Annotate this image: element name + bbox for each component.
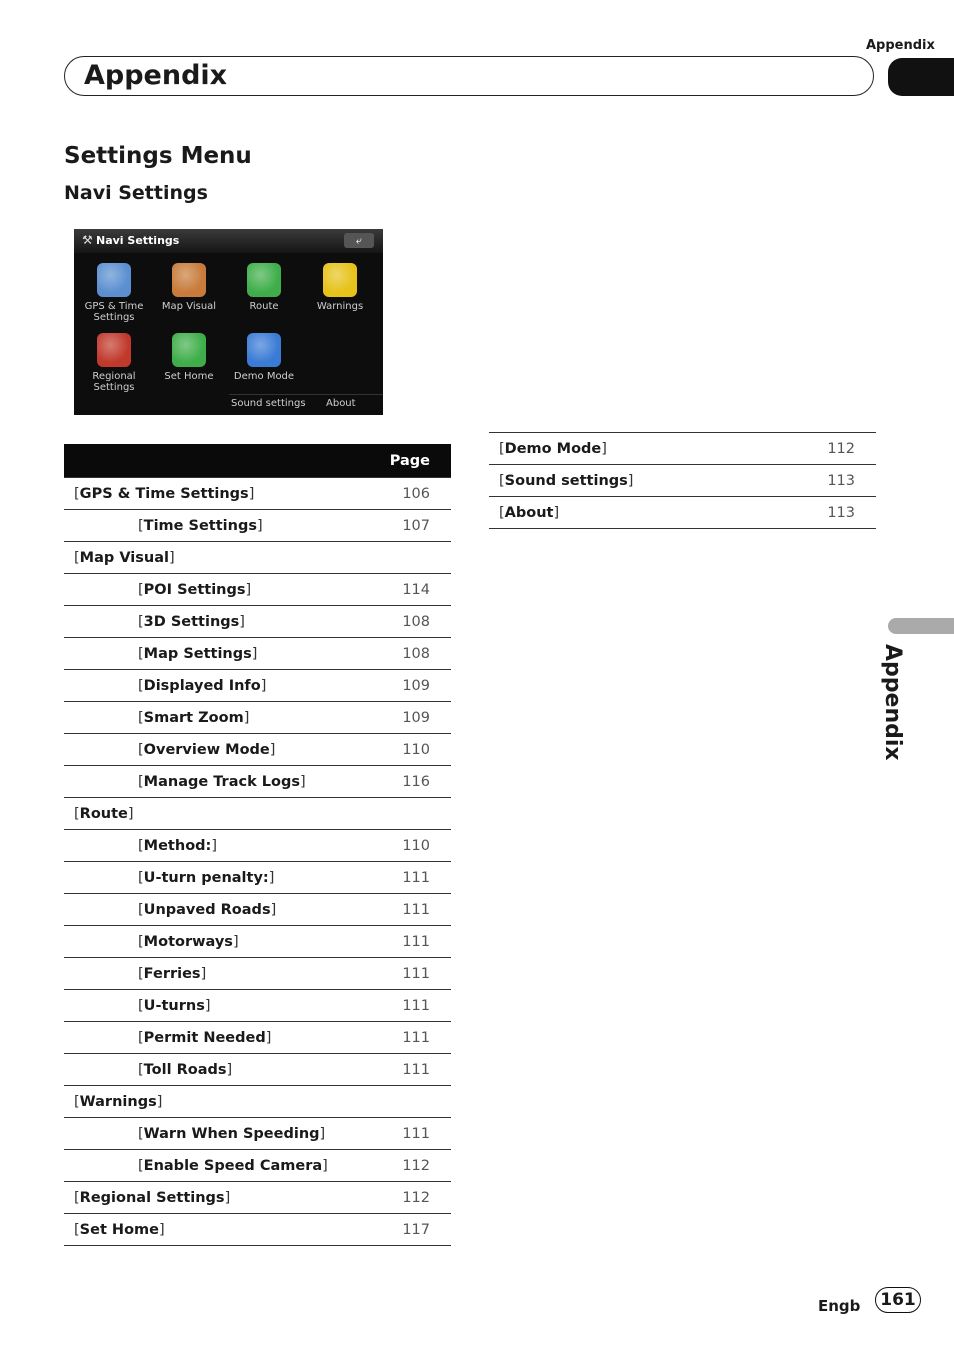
setting-name: Method:	[143, 837, 212, 854]
setting-name: Map Settings	[143, 645, 252, 662]
setting-name: Displayed Info	[143, 677, 261, 694]
bracket-open: [	[138, 1029, 144, 1046]
page-ref: 111	[360, 1118, 451, 1150]
table-header-row	[64, 444, 451, 478]
setting-name: Warnings	[79, 1093, 157, 1110]
section-heading: Settings Menu	[64, 143, 252, 169]
screen-menu-icon	[97, 333, 131, 367]
bracket-open: [	[499, 504, 505, 521]
table-header-label	[64, 444, 360, 478]
bracket-close: ]	[168, 549, 175, 566]
screen-menu-label: Set Home	[164, 371, 214, 382]
setting-name: U-turn penalty:	[143, 869, 269, 886]
page-ref: 111	[360, 990, 451, 1022]
bracket-open: [	[499, 472, 505, 489]
page-number: 161	[875, 1287, 921, 1313]
bracket-close: ]	[248, 485, 255, 502]
chapter-tab-marker	[888, 58, 954, 96]
screen-menu-item	[302, 263, 378, 312]
section-label: Appendix	[866, 38, 935, 53]
table-row	[64, 606, 451, 638]
screen-menu-label: Demo Mode	[233, 371, 295, 382]
bracket-close: ]	[300, 773, 306, 790]
bracket-close: ]	[265, 1029, 272, 1046]
table-row	[64, 1054, 451, 1086]
page-ref: 112	[360, 1182, 451, 1214]
table-row	[64, 1150, 451, 1182]
screen-menu-icon	[247, 333, 281, 367]
setting-name: Overview Mode	[143, 741, 270, 758]
table-row	[64, 1086, 451, 1118]
screen-menu-item	[226, 333, 302, 382]
setting-name: Route	[79, 805, 128, 822]
page-ref: 108	[360, 638, 451, 670]
table-header-page: Page	[360, 444, 451, 478]
setting-name: Warn When Speeding	[143, 1125, 320, 1142]
setting-name: Smart Zoom	[143, 709, 244, 726]
bracket-close: ]	[601, 440, 607, 457]
bracket-open: [	[138, 613, 144, 630]
setting-name-cell	[64, 670, 360, 702]
bracket-open: [	[138, 741, 144, 758]
setting-name-cell	[64, 894, 360, 926]
page-ref: 111	[360, 926, 451, 958]
bracket-close: ]	[260, 677, 267, 694]
bracket-close: ]	[627, 472, 634, 489]
setting-name: 3D Settings	[143, 613, 240, 630]
settings-table-left	[64, 444, 451, 1246]
navi-settings-screenshot	[74, 229, 383, 415]
setting-name: POI Settings	[143, 581, 246, 598]
screen-menu-item	[151, 333, 227, 382]
setting-name: Motorways	[143, 933, 233, 950]
table-row	[64, 478, 451, 510]
setting-name-cell	[64, 574, 360, 606]
setting-name: Regional Settings	[79, 1189, 225, 1206]
setting-name-cell	[64, 1118, 360, 1150]
setting-name: GPS & Time Settings	[79, 485, 249, 502]
bracket-close: ]	[127, 805, 134, 822]
setting-name: Set Home	[79, 1221, 159, 1238]
page-ref	[360, 798, 451, 830]
setting-name: Permit Needed	[143, 1029, 266, 1046]
table-row	[64, 1022, 451, 1054]
table-row	[64, 958, 451, 990]
setting-name-cell	[64, 926, 360, 958]
setting-name: U-turns	[143, 997, 205, 1014]
page-ref: 109	[360, 702, 451, 734]
bracket-open: [	[138, 997, 144, 1014]
table-row	[64, 926, 451, 958]
bracket-open: [	[74, 485, 80, 502]
table-row	[64, 766, 451, 798]
bracket-open: [	[138, 517, 144, 534]
bracket-close: ]	[256, 517, 263, 534]
bracket-open: [	[138, 581, 144, 598]
bracket-open: [	[138, 965, 144, 982]
bracket-open: [	[138, 1125, 144, 1142]
page-ref: 106	[360, 478, 451, 510]
table-row	[64, 990, 451, 1022]
setting-name-cell	[64, 1054, 360, 1086]
setting-name-cell	[64, 958, 360, 990]
screen-menu-item	[76, 263, 152, 323]
screen-menu-icon	[97, 263, 131, 297]
screen-menu-icon	[323, 263, 357, 297]
bracket-close: ]	[158, 1221, 165, 1238]
screen-menu-label: Regional Settings	[92, 371, 136, 393]
page-ref: 117	[360, 1214, 451, 1246]
setting-name: Ferries	[143, 965, 201, 982]
table-row	[64, 894, 451, 926]
bracket-open: [	[138, 901, 144, 918]
bracket-close: ]	[553, 504, 560, 521]
bracket-close: ]	[239, 613, 245, 630]
screen-footer	[229, 394, 383, 416]
setting-name-cell	[64, 1214, 360, 1246]
setting-name: Manage Track Logs	[143, 773, 300, 790]
bracket-open: [	[138, 645, 144, 662]
setting-name: Sound settings	[504, 472, 628, 489]
setting-name-cell	[64, 510, 360, 542]
page-title: Appendix	[84, 60, 228, 91]
bracket-close: ]	[232, 933, 239, 950]
table-row	[64, 798, 451, 830]
setting-name-cell	[64, 1086, 360, 1118]
table-row	[64, 1214, 451, 1246]
language-code: Engb	[818, 1297, 861, 1315]
screen-menu-icon	[172, 333, 206, 367]
screen-menu-item	[151, 263, 227, 312]
page-ref: 111	[360, 1054, 451, 1086]
bracket-open: [	[138, 837, 144, 854]
setting-name-cell	[64, 766, 360, 798]
table-row	[64, 862, 451, 894]
setting-name: Map Visual	[79, 549, 169, 566]
setting-name: Enable Speed Camera	[143, 1157, 323, 1174]
setting-name-cell	[64, 990, 360, 1022]
bracket-open: [	[74, 1093, 80, 1110]
screen-menu-item	[76, 333, 152, 393]
subsection-heading: Navi Settings	[64, 182, 208, 204]
table-row	[64, 1182, 451, 1214]
bracket-close: ]	[156, 1093, 163, 1110]
setting-name-cell	[64, 1182, 360, 1214]
page-ref: 110	[360, 830, 451, 862]
screen-menu-label: Route	[249, 301, 279, 312]
table-row	[489, 465, 876, 497]
setting-name-cell	[64, 542, 360, 574]
screen-menu-label: GPS & Time Settings	[84, 301, 144, 323]
screen-title: Navi Settings	[96, 234, 180, 247]
bracket-open: [	[74, 1189, 80, 1206]
table-row	[64, 702, 451, 734]
screen-footer-about: About	[326, 398, 356, 409]
page-ref: 108	[360, 606, 451, 638]
setting-name-cell	[489, 433, 785, 465]
bracket-open: [	[74, 1221, 80, 1238]
page-ref: 116	[360, 766, 451, 798]
bracket-open: [	[138, 709, 144, 726]
setting-name-cell	[64, 606, 360, 638]
bracket-close: ]	[268, 869, 275, 886]
page-ref: 110	[360, 734, 451, 766]
bracket-close: ]	[270, 901, 277, 918]
bracket-open: [	[138, 1157, 144, 1174]
bracket-close: ]	[204, 997, 211, 1014]
setting-name-cell	[64, 734, 360, 766]
page-ref: 111	[360, 958, 451, 990]
setting-name-cell	[64, 862, 360, 894]
bracket-close: ]	[224, 1189, 231, 1206]
page-ref: 109	[360, 670, 451, 702]
setting-name: Demo Mode	[504, 440, 602, 457]
table-row	[64, 670, 451, 702]
bracket-open: [	[138, 933, 144, 950]
bracket-close: ]	[245, 581, 252, 598]
page-ref	[360, 1086, 451, 1118]
page-ref: 113	[785, 465, 876, 497]
bracket-open: [	[138, 869, 144, 886]
setting-name-cell	[489, 465, 785, 497]
table-row	[64, 734, 451, 766]
bracket-close: ]	[251, 645, 258, 662]
table-row	[64, 510, 451, 542]
setting-name: Unpaved Roads	[143, 901, 271, 918]
bracket-open: [	[74, 549, 80, 566]
page-ref: 107	[360, 510, 451, 542]
setting-name-cell	[489, 497, 785, 529]
bracket-open: [	[138, 677, 144, 694]
bracket-open: [	[74, 805, 80, 822]
table-row	[489, 433, 876, 465]
setting-name-cell	[64, 638, 360, 670]
page-ref: 113	[785, 497, 876, 529]
setting-name-cell	[64, 1150, 360, 1182]
bracket-close: ]	[243, 709, 250, 726]
bracket-close: ]	[226, 1061, 233, 1078]
setting-name-cell	[64, 702, 360, 734]
bracket-open: [	[499, 440, 505, 457]
back-icon: ⤶	[344, 233, 374, 248]
bracket-close: ]	[322, 1157, 328, 1174]
settings-table-right	[489, 432, 876, 529]
bracket-open: [	[138, 1061, 144, 1078]
bracket-open: [	[138, 773, 144, 790]
setting-name: About	[504, 504, 554, 521]
table-row	[64, 1118, 451, 1150]
screen-menu-icon	[247, 263, 281, 297]
page-ref: 111	[360, 862, 451, 894]
screen-menu-icon	[172, 263, 206, 297]
page-ref: 111	[360, 1022, 451, 1054]
setting-name: Toll Roads	[143, 1061, 227, 1078]
bracket-close: ]	[200, 965, 207, 982]
screen-menu-label: Warnings	[316, 301, 364, 312]
table-row	[64, 638, 451, 670]
page-ref	[360, 542, 451, 574]
table-row	[64, 574, 451, 606]
bracket-close: ]	[211, 837, 218, 854]
tools-icon: ⚒	[82, 233, 93, 247]
screen-footer-sound: Sound settings	[231, 398, 306, 409]
screen-title-bar	[74, 229, 383, 253]
setting-name-cell	[64, 1022, 360, 1054]
setting-name-cell	[64, 478, 360, 510]
page-ref: 111	[360, 894, 451, 926]
table-row	[489, 497, 876, 529]
table-row	[64, 830, 451, 862]
page-ref: 112	[360, 1150, 451, 1182]
bracket-close: ]	[269, 741, 276, 758]
table-row	[64, 542, 451, 574]
side-tab-label: Appendix	[880, 644, 905, 761]
page-ref: 114	[360, 574, 451, 606]
setting-name-cell	[64, 830, 360, 862]
side-tab-marker	[888, 618, 954, 634]
screen-menu-label: Map Visual	[161, 301, 217, 312]
setting-name: Time Settings	[143, 517, 257, 534]
setting-name-cell	[64, 798, 360, 830]
bracket-close: ]	[319, 1125, 326, 1142]
screen-menu-item	[226, 263, 302, 312]
page-ref: 112	[785, 433, 876, 465]
